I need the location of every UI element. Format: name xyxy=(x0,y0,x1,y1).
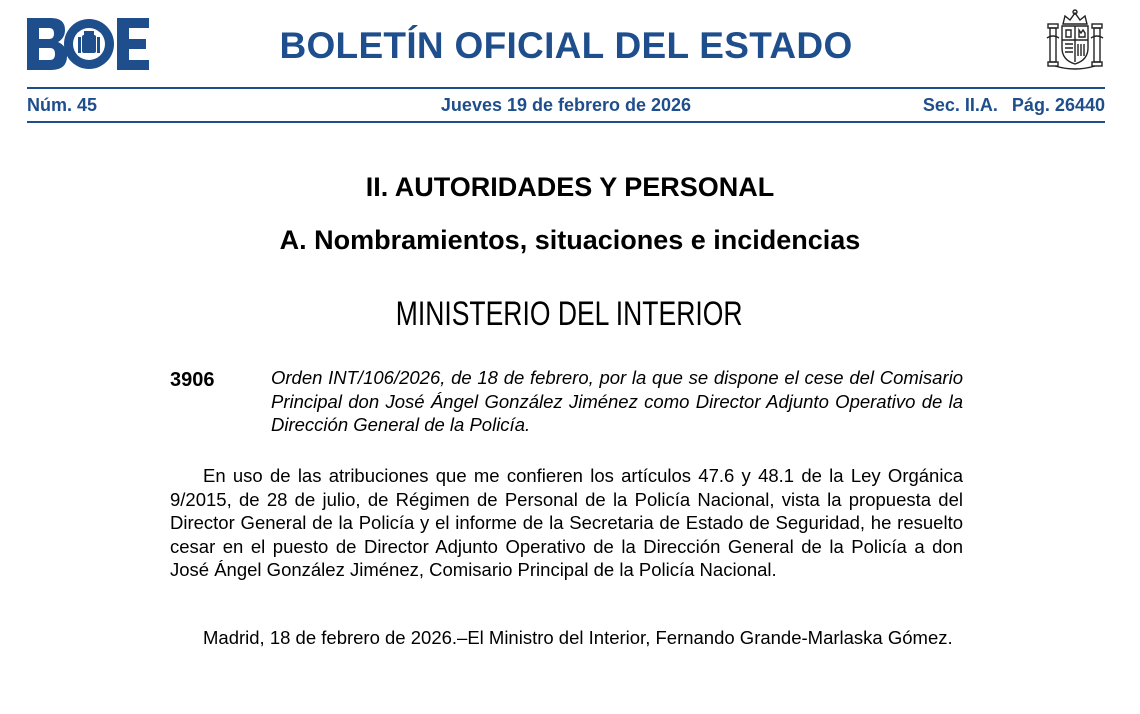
section-code: Sec. II.A. xyxy=(922,95,998,115)
signature-paragraph-text: Madrid, 18 de febrero de 2026.–El Ministro del Interior, Fernando Grande-Marlaska Gómez. xyxy=(203,627,953,648)
disposition-number: 3906 xyxy=(170,369,215,391)
signature-paragraph xyxy=(170,626,963,650)
section-title: II. AUTORIDADES Y PERSONAL xyxy=(365,172,775,202)
section-page-info xyxy=(923,93,1105,117)
page-number: Pág. 26440 xyxy=(1011,95,1105,115)
issue-number: Núm. 45 xyxy=(27,95,98,115)
body-paragraph-text: En uso de las atribuciones que me confieren los artículos 47.6 y 48.1 de la Ley Orgánica 9/2015, de 28 de julio, de Régimen de Personal de la Policía Nacional, vista la propuesta del Director General de la Policía y el informe de la Secretaria de Estado de Seguridad, he resuelto cesar en el puesto de Director Adjunto Operativo de la Dirección General de la Policía a don José Ángel González Jiménez, Comisario Principal de la Policía Nacional. xyxy=(170,465,963,580)
ministry-name: MINISTERIO DEL INTERIOR xyxy=(395,295,743,333)
header-rule-top xyxy=(27,87,1105,89)
body-paragraph xyxy=(170,464,963,582)
issue-meta-line xyxy=(27,93,1105,117)
header-rule-bottom xyxy=(27,121,1105,123)
coat-of-arms-icon xyxy=(1045,8,1105,72)
subsection-title: A. Nombramientos, situaciones e incidencias xyxy=(279,225,861,255)
gazette-title: BOLETÍN OFICIAL DEL ESTADO xyxy=(279,25,853,66)
issue-date: Jueves 19 de febrero de 2026 xyxy=(440,95,692,115)
disposition-summary: Orden INT/106/2026, de 18 de febrero, por la que se dispone el cese del Comisario Principal don José Ángel González Jiménez como Director Adjunto Operativo de la Dirección General de la Policía. xyxy=(271,367,963,435)
masthead xyxy=(27,14,1105,78)
